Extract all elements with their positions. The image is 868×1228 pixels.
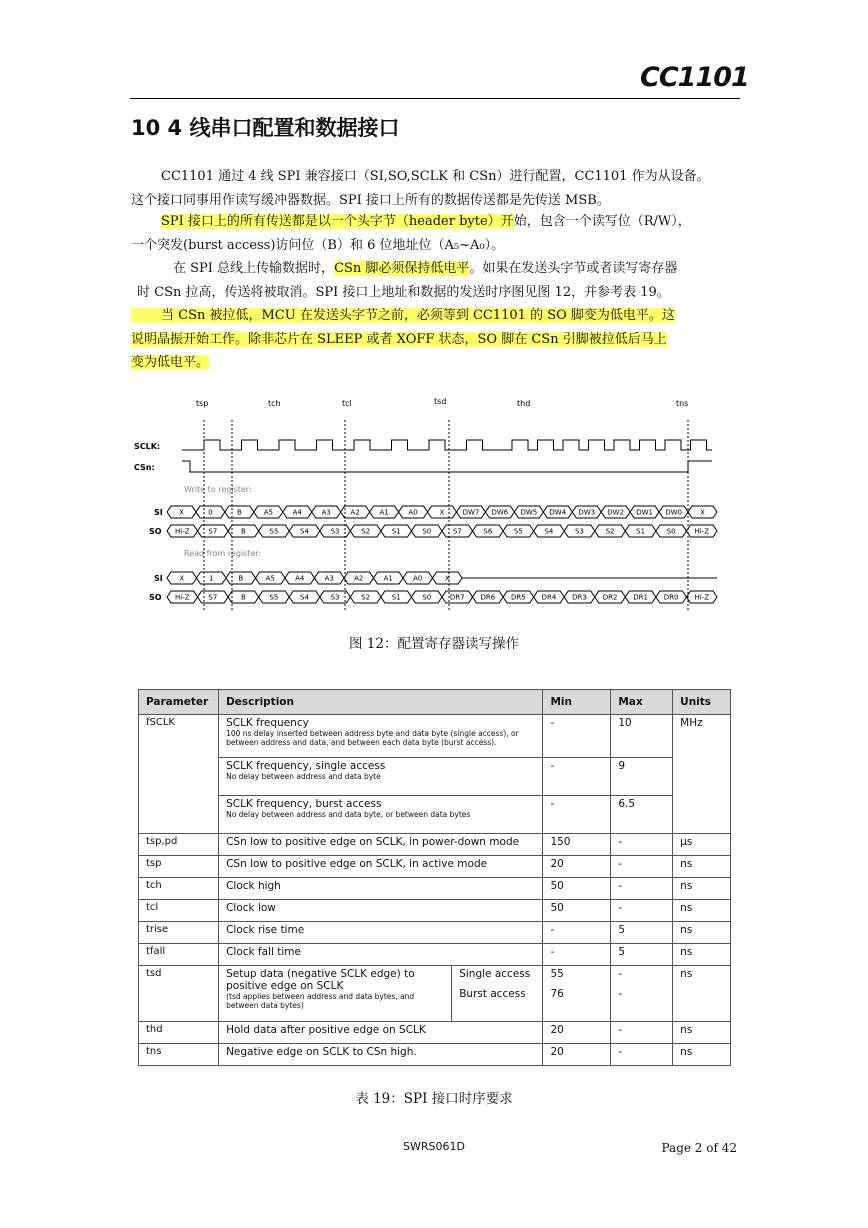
- so-write-bus-value: Hi-Z: [694, 527, 709, 536]
- so-write-bus-value: S5: [513, 527, 523, 536]
- si-write-bus-value: A3: [321, 508, 331, 517]
- max-single: -: [618, 968, 623, 980]
- so-write-bus-value: S1: [636, 527, 646, 536]
- so-read-bus-value: DR2: [602, 593, 618, 602]
- so-read-bus-value: Hi-Z: [175, 593, 190, 602]
- units-cell: ns: [673, 1022, 731, 1044]
- so-write-bus-value: S3: [330, 527, 340, 536]
- param-cell: tns: [139, 1044, 219, 1066]
- timing-label-tns: tns: [676, 399, 689, 408]
- so-read-bus-value: S4: [300, 593, 309, 602]
- paragraph-2-line-1-rest: 始，包含一个读写位（R/W），: [513, 214, 691, 229]
- max-cell: 5: [611, 944, 673, 966]
- desc-cell: Clock rise time: [219, 922, 543, 944]
- param-cell: trise: [139, 922, 219, 944]
- timing-label-tch: tch: [268, 399, 281, 408]
- paragraph-3-line-1: [131, 257, 751, 281]
- paragraph-3-line-1-a: 在 SPI 总线上传输数据时，: [173, 261, 335, 276]
- so-read-bus-value: DR7: [449, 593, 465, 602]
- si-write-bus-value: A1: [379, 508, 389, 517]
- sig-label-si-write: SI: [154, 508, 163, 517]
- table-row: [139, 1022, 731, 1044]
- desc-cell: [219, 758, 543, 796]
- paragraph-2-line-1: [131, 210, 751, 234]
- min-cell: 50: [543, 900, 611, 922]
- param-cell: tcl: [139, 900, 219, 922]
- so-write-bus-value: S7: [452, 527, 462, 536]
- units-cell: ns: [673, 856, 731, 878]
- sig-label-so-read: SO: [149, 593, 162, 602]
- figure-caption: 图 12：配置寄存器读写操作: [349, 636, 519, 652]
- table-caption: 表 19：SPI 接口时序要求: [355, 1091, 513, 1107]
- burst-access-label: Burst access: [459, 988, 526, 1000]
- so-write-bus-value: S1: [391, 527, 401, 536]
- si-read-bus-value: A2: [354, 574, 364, 583]
- col-header-description: Description: [219, 690, 543, 715]
- timing-label-thd: thd: [517, 399, 531, 408]
- si-write-bus-value: X: [700, 508, 705, 517]
- si-write-bus-value: DW0: [665, 508, 682, 517]
- paragraph-2: [131, 210, 751, 257]
- si-write-bus-value: DW5: [520, 508, 538, 517]
- so-write-bus-value: Hi-Z: [175, 527, 190, 536]
- min-cell: -: [543, 758, 611, 796]
- timing-label-tsp: tsp: [196, 399, 209, 408]
- access-cell: [452, 966, 543, 1022]
- paragraph-4: [131, 304, 751, 375]
- so-read-bus-value: S3: [330, 593, 340, 602]
- min-burst: 76: [550, 988, 564, 1000]
- so-read-bus-value: B: [240, 593, 246, 602]
- so-read-bus-value: DR0: [663, 593, 679, 602]
- min-single: 55: [550, 968, 564, 980]
- desc-cell: Hold data after positive edge on SCLK: [219, 1022, 543, 1044]
- so-write-bus-value: S2: [605, 527, 615, 536]
- si-write-bus-value: X: [179, 508, 184, 517]
- si-read-bus-value: A3: [324, 574, 334, 583]
- sig-label-si-read: SI: [154, 574, 163, 583]
- si-read-bus-value: A5: [265, 574, 275, 583]
- paragraph-1: [131, 165, 751, 212]
- so-write-bus-value: S7: [208, 527, 218, 536]
- paragraph-4-line-3: [131, 351, 751, 375]
- desc-cell: [219, 796, 543, 834]
- si-read-bus-value: A0: [413, 574, 423, 583]
- si-write-bus-value: DW4: [549, 508, 567, 517]
- min-cell: -: [543, 715, 611, 758]
- units-cell: ns: [673, 878, 731, 900]
- max-cell: -: [611, 834, 673, 856]
- paragraph-1-line-1: CC1101 通过 4 线 SPI 兼容接口（SI,SO,SCLK 和 CSn）进行配置，CC1101 作为从设备。: [161, 169, 710, 184]
- table-row: [139, 796, 731, 834]
- max-cell: 9: [611, 758, 673, 796]
- desc-cell: CSn low to positive edge on SCLK, in active mode: [219, 856, 543, 878]
- si-read-bus-value: B: [238, 574, 244, 583]
- col-header-units: Units: [673, 690, 731, 715]
- si-write-bus-value: A4: [292, 508, 302, 517]
- sig-label-csn: CSn:: [134, 463, 155, 472]
- sig-label-sclk: SCLK:: [134, 442, 161, 451]
- min-cell: 20: [543, 856, 611, 878]
- min-cell: -: [543, 944, 611, 966]
- desc-text: Setup data (negative SCLK edge) to positive edge on SCLK: [226, 968, 415, 992]
- max-cell: [611, 966, 673, 1022]
- table-row: [139, 758, 731, 796]
- param-cell: [139, 715, 219, 834]
- max-cell: -: [611, 878, 673, 900]
- desc-cell: CSn low to positive edge on SCLK, in power-down mode: [219, 834, 543, 856]
- si-write-bus-value: X: [439, 508, 445, 517]
- desc-note: No delay between address and data byte: [226, 772, 381, 781]
- desc-cell: [219, 715, 543, 758]
- so-read-bus-value: S2: [361, 593, 371, 602]
- col-header-parameter: Parameter: [139, 690, 219, 715]
- si-read-bus-value: 1: [209, 574, 214, 583]
- so-write-bus-value: S4: [300, 527, 309, 536]
- so-write-bus-value: S0: [422, 527, 432, 536]
- so-write-bus-value: S0: [666, 527, 676, 536]
- so-write-bus-value: S3: [575, 527, 584, 536]
- read-label: Read from register:: [184, 549, 262, 558]
- desc-text: SCLK frequency: [226, 717, 309, 729]
- min-cell: 50: [543, 878, 611, 900]
- table-header-row: [139, 690, 731, 715]
- so-write-bus-value: B: [240, 527, 246, 536]
- so-write-bus-value: S4: [544, 527, 554, 536]
- units-cell: µs: [673, 834, 731, 856]
- so-read-bus-value: DR3: [572, 593, 587, 602]
- si-read-bus-value: A4: [295, 574, 305, 583]
- table-row: [139, 715, 731, 758]
- so-read-bus-value: S0: [422, 593, 432, 602]
- sig-label-so-write: SO: [149, 527, 162, 536]
- si-write-bus-value: DW7: [462, 508, 480, 517]
- single-access-label: Single access: [459, 968, 531, 980]
- highlight-text: 说明晶振开始工作。除非芯片在 SLEEP 或者 XOFF 状态，SO 脚在 CSn 引脚被拉低后马上: [131, 331, 667, 347]
- so-write-bus-value: S2: [361, 527, 371, 536]
- si-write-bus-value: A0: [408, 508, 418, 517]
- sclk-waveform: [182, 440, 712, 450]
- paragraph-2-line-2: 一个突发(burst access)访问位（B）和 6 位地址位（A₅~A₀）。: [131, 237, 505, 253]
- param-cell: tsp,pd: [139, 834, 219, 856]
- so-read-bus-value: DR6: [480, 593, 496, 602]
- max-burst: -: [618, 988, 623, 1000]
- so-read-bus-value: Hi-Z: [694, 593, 709, 602]
- highlight-text: 当 CSn 被拉低，MCU 在发送头字节之前，必须等到 CC1101 的 SO 脚变为低电平。这: [131, 308, 675, 323]
- desc-cell: Clock low: [219, 900, 543, 922]
- table-row: [139, 834, 731, 856]
- paragraph-4-line-2: [131, 328, 751, 352]
- csn-waveform: [182, 461, 712, 472]
- max-cell: 6.5: [611, 796, 673, 834]
- spi-timing-table: [138, 689, 731, 1066]
- so-read-bus-value: S7: [208, 593, 218, 602]
- desc-note: (tsd applies between address and data bytes, and between data bytes): [226, 992, 415, 1010]
- paragraph-4-line-1: [131, 304, 751, 328]
- footer-page-number: Page 2 of 42: [661, 1141, 737, 1155]
- footer-doc-id: SWRS061D: [403, 1140, 465, 1153]
- si-write-bus-value: DW6: [491, 508, 509, 517]
- so-write-bus-value: S5: [269, 527, 279, 536]
- so-read-bus-value: DR5: [511, 593, 526, 602]
- desc-cell: Negative edge on SCLK to CSn high.: [219, 1044, 543, 1066]
- param-cell: tsd: [139, 966, 219, 1022]
- max-cell: -: [611, 1022, 673, 1044]
- highlight-text: 变为低电平。: [131, 355, 210, 370]
- si-write-bus-value: A5: [263, 508, 273, 517]
- header-rule: [130, 98, 740, 99]
- write-label: Write to register:: [184, 485, 252, 494]
- table-row: [139, 1044, 731, 1066]
- si-write-bus-value: DW3: [578, 508, 596, 517]
- min-cell: 150: [543, 834, 611, 856]
- si-write-bus-value: DW1: [636, 508, 654, 517]
- col-header-min: Min: [543, 690, 611, 715]
- table-row: [139, 878, 731, 900]
- units-cell: MHz: [673, 715, 731, 834]
- si-read-bus-value: X: [444, 574, 450, 583]
- timing-label-tsd: tsd: [434, 397, 447, 406]
- highlight-text: CSn 脚必须保持低电平: [334, 261, 470, 276]
- min-cell: [543, 966, 611, 1022]
- desc-cell: [219, 966, 452, 1022]
- section-title: 10 4 线串口配置和数据接口: [131, 116, 400, 140]
- desc-text: SCLK frequency, burst access: [226, 798, 382, 810]
- paragraph-3-line-1-b: 。如果在发送头字节或者读写寄存器: [469, 261, 678, 276]
- si-read-bus-value: A1: [383, 574, 393, 583]
- so-read-bus-value: DR4: [541, 593, 557, 602]
- timing-diagram: [132, 390, 732, 620]
- max-cell: 10: [611, 715, 673, 758]
- si-read-bus-value: X: [179, 574, 185, 583]
- min-cell: -: [543, 922, 611, 944]
- max-cell: 5: [611, 922, 673, 944]
- param-fsclk: fSCLK: [146, 717, 175, 728]
- table-row: [139, 922, 731, 944]
- units-cell: ns: [673, 944, 731, 966]
- paragraph-1-line-2: 这个接口同事用作读写缓冲器数据。SPI 接口上所有的数据传送都是先传送 MSB。: [131, 192, 610, 208]
- so-write-bus-value: S6: [483, 527, 493, 536]
- so-read-bus-value: DR1: [633, 593, 648, 602]
- units-cell: ns: [673, 1044, 731, 1066]
- desc-cell: Clock fall time: [219, 944, 543, 966]
- table-row: [139, 900, 731, 922]
- desc-note: No delay between address and data byte, or between data bytes: [226, 810, 471, 819]
- units-cell: ns: [673, 966, 731, 1022]
- si-write-bus-value: 0: [208, 508, 213, 517]
- desc-note: 100 ns delay inserted between address byte and data byte (single access), or between address and data, and between each data byte (burst access).: [226, 729, 519, 747]
- table-row: [139, 966, 731, 1022]
- si-write-bus-value: B: [236, 508, 242, 517]
- min-cell: -: [543, 796, 611, 834]
- param-cell: tsp: [139, 856, 219, 878]
- cc1101-logo: CC1101: [640, 62, 749, 93]
- max-cell: -: [611, 1044, 673, 1066]
- desc-cell: Clock high: [219, 878, 543, 900]
- paragraph-3-line-2: 时 CSn 拉高，传送将被取消。SPI 接口上地址和数据的发送时序图见图 12，并参考表 19。: [137, 284, 670, 300]
- timing-label-tcl: tcl: [342, 399, 352, 408]
- desc-text: SCLK frequency, single access: [226, 760, 386, 772]
- si-write-bus-value: DW2: [607, 508, 625, 517]
- param-cell: tch: [139, 878, 219, 900]
- so-read-bus-value: S1: [391, 593, 401, 602]
- min-cell: 20: [543, 1022, 611, 1044]
- max-cell: -: [611, 856, 673, 878]
- highlight-text: SPI 接口上的所有传送都是以一个头字节（header byte）开: [161, 214, 514, 229]
- table-row: [139, 856, 731, 878]
- units-cell: ns: [673, 900, 731, 922]
- si-write-bus-value: A2: [350, 508, 360, 517]
- table-row: [139, 944, 731, 966]
- min-cell: 20: [543, 1044, 611, 1066]
- param-cell: thd: [139, 1022, 219, 1044]
- paragraph-3: [131, 257, 751, 304]
- units-cell: ns: [673, 922, 731, 944]
- col-header-max: Max: [611, 690, 673, 715]
- param-cell: tfall: [139, 944, 219, 966]
- so-read-bus-value: S5: [269, 593, 279, 602]
- max-cell: -: [611, 900, 673, 922]
